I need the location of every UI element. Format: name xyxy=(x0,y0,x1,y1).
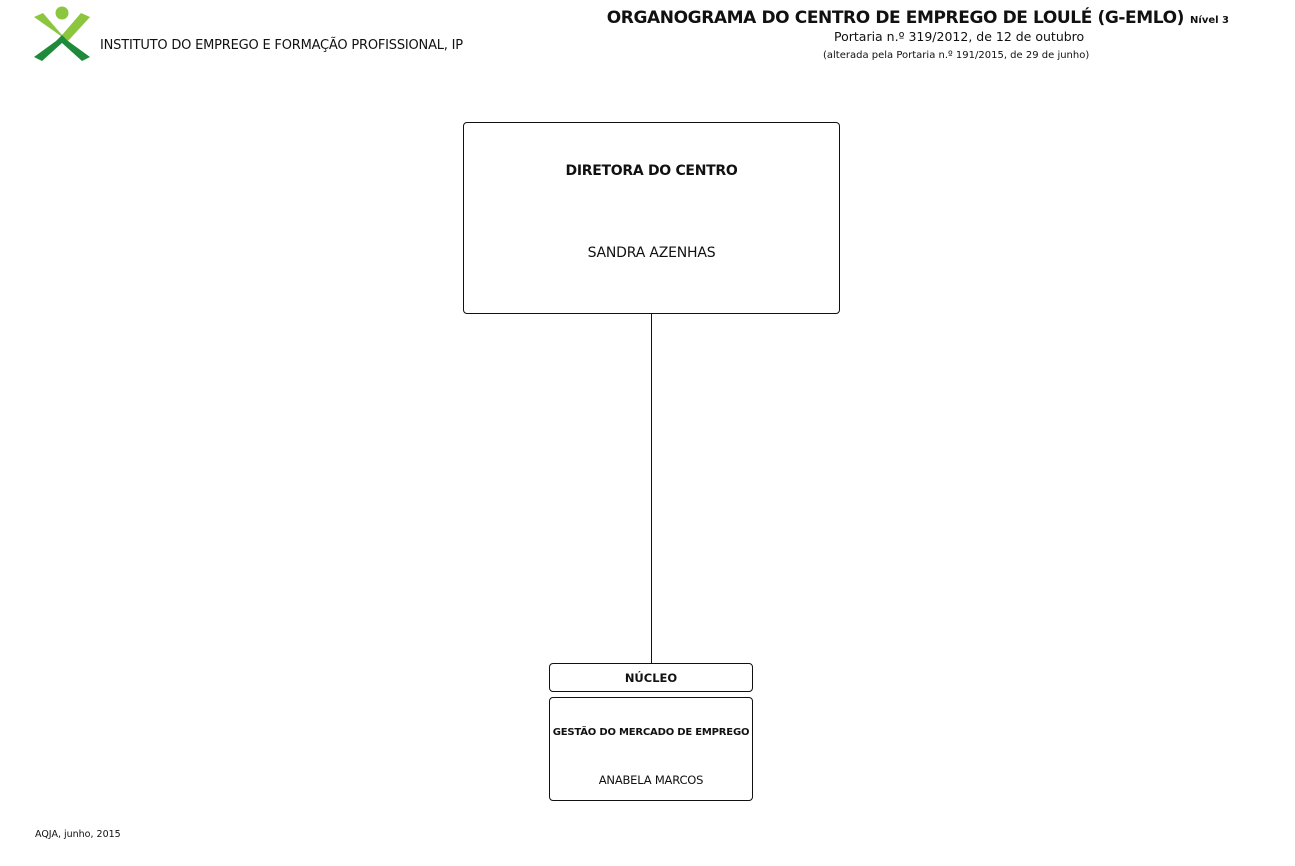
iefp-logo xyxy=(30,5,94,61)
level-label: Nível 3 xyxy=(1190,15,1229,26)
footer-note: AQJA, junho, 2015 xyxy=(35,829,121,840)
nucleo-header-box xyxy=(549,663,753,692)
director-role: DIRETORA DO CENTRO xyxy=(565,163,738,179)
organization-name: INSTITUTO DO EMPREGO E FORMAÇÃO PROFISSIONAL, IP xyxy=(100,38,463,53)
unit-head-name: ANABELA MARCOS xyxy=(598,773,704,787)
amendment-reference: (alterada pela Portaria n.º 191/2015, de 29 de junho) xyxy=(823,50,1090,61)
nucleo-label: NÚCLEO xyxy=(624,671,678,685)
iefp-logo-mark xyxy=(30,5,94,61)
director-box xyxy=(463,122,840,314)
unit-name: GESTÃO DO MERCADO DE EMPREGO xyxy=(552,727,750,738)
unit-box xyxy=(549,697,753,801)
title-line xyxy=(607,8,1229,28)
connector-line xyxy=(651,314,652,664)
director-name: SANDRA AZENHAS xyxy=(587,245,716,261)
document-header xyxy=(607,8,1229,28)
page-title: ORGANOGRAMA DO CENTRO DE EMPREGO DE LOULÉ (G-EMLO) xyxy=(606,8,1185,28)
portaria-reference: Portaria n.º 319/2012, de 12 de outubro xyxy=(834,29,1085,44)
